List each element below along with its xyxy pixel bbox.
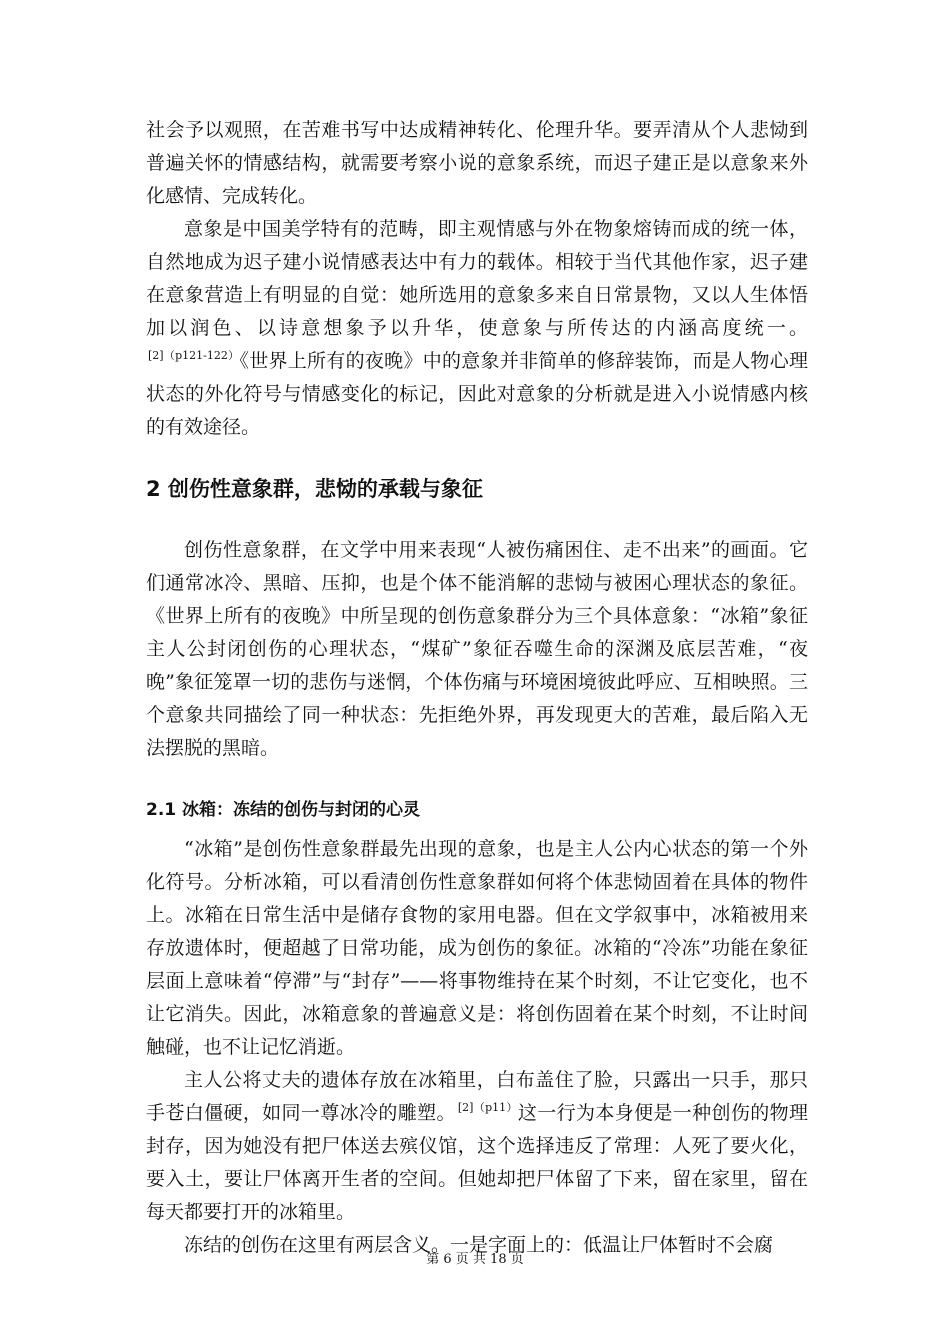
- paragraph-refrigerator: “冰箱”是创伤性意象群最先出现的意象，也是主人公内心状态的第一个外化符号。分析冰箱，可以看清创伤性意象群如何将个体悲恸固着在具体的物件上。冰箱在日常生活中是储存食物的家用电器。但在文学叙事中，冰箱被用来存放遗体时，便超越了日常功能，成为创伤的象征。冰箱的“冷冻”功能在象征层面上意味着“停滞”与“封存”——将事物维持在某个时刻，不让它变化，也不让它消失。因此，冰箱意象的普遍意义是：将创伤固着在某个时刻，不让时间触碰，也不让记忆消逝。: [146, 838, 808, 1058]
- spacer: [146, 504, 808, 534]
- section-heading: 2 创伤性意象群，悲恸的承载与象征: [146, 477, 483, 501]
- spacer: [146, 765, 808, 797]
- paragraph-husband-body: [146, 1064, 808, 1229]
- paragraph-frozen-trauma: 冻结的创伤在这里有两层含义。一是字面上的：低温让尸体暂时不会腐: [184, 1234, 774, 1256]
- paragraph-husband-text-cont: 这一行为本身便是一种创伤的物理封存，因为她没有把尸体送去殡仪馆，这个选择违反了常理：人死了要火化，要入土，要让尸体离开生者的空间。但她却把尸体留了下来，留在家里，留在每天都要打开的冰箱里。: [146, 1102, 808, 1223]
- page-content: [146, 114, 808, 1262]
- paragraph-imagery-text: 意象是中国美学特有的范畴，即主观情感与外在物象熔铸而成的统一体，自然地成为迟子建小说情感表达中有力的载体。相较于当代其他作家，迟子建在意象营造上有明显的自觉：她所选用的意象多来自日常景物，又以人生体悟加以润色、以诗意想象予以升华，使意象与所传达的内涵高度统一。: [146, 218, 808, 339]
- citation-superscript: [2]（p121-122）: [148, 349, 240, 362]
- spacer: [146, 823, 808, 833]
- citation-superscript: [2]（p11）: [457, 1101, 518, 1114]
- paragraph-trauma-imagery: 创伤性意象群，在文学中用来表现“人被伤痛困住、走不出来”的画面。它们通常冰冷、黑暗、压抑，也是个体不能消解的悲恸与被困心理状态的象征。《世界上所有的夜晚》中所呈现的创伤意象群分为三个具体意象：“冰箱”象征主人公封闭创伤的心理状态，“煤矿”象征吞噬生命的深渊及底层苦难，“夜晚”象征笼罩一切的悲伤与迷惘，个体伤痛与环境困境彼此呼应、互相映照。三个意象共同描绘了同一种状态：先拒绝外界，再发现更大的苦难，最后陷入无法摆脱的黑暗。: [146, 539, 808, 759]
- subsection-heading: 2.1 冰箱：冻结的创伤与封闭的心灵: [146, 800, 421, 820]
- paragraph-imagery-text-cont: 《世界上所有的夜晚》中的意象并非简单的修辞装饰，而是人物心理状态的外化符号与情感变化的标记，因此对意象的分析就是进入小说情感内核的有效途径。: [146, 350, 808, 438]
- paragraph-intro-continued: 社会予以观照，在苦难书写中达成精神转化、伦理升华。要弄清从个人悲恸到普遍关怀的情感结构，就需要考察小说的意象系统，而迟子建正是以意象来外化感情、完成转化。: [146, 119, 808, 207]
- page-number-footer: 第 6 页 共 18 页: [426, 1252, 524, 1267]
- spacer: [146, 444, 808, 474]
- paragraph-imagery-definition: [146, 213, 808, 444]
- paragraph-husband-text: 主人公将丈夫的遗体存放在冰箱里，白布盖住了脸，只露出一只手，那只手苍白僵硬，如同一尊冰冷的雕塑。: [146, 1069, 808, 1124]
